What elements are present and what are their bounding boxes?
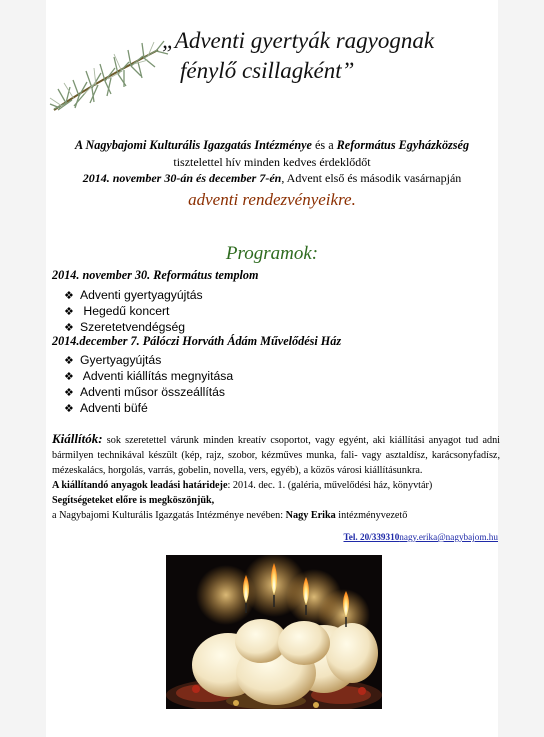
deadline-label: A kiállítandó anyagok leadási határideje [52, 480, 228, 491]
signature-prefix: a Nagybajomi Kulturális Igazgatás Intézménye nevében: [52, 510, 284, 521]
exhibitors-heading: Kiállítók: [52, 431, 103, 446]
phone-link[interactable]: Tel. 20/339310 [343, 532, 400, 542]
list-item: ❖ Gyertyagyújtás [64, 353, 162, 367]
date-2: december 7-én [209, 171, 282, 185]
invite-line-2: tisztelettel hív minden kedves érdeklődőt [173, 155, 371, 169]
diamond-bullet-icon: ❖ [64, 355, 74, 367]
diamond-bullet-icon: ❖ [64, 387, 74, 399]
left-margin [0, 0, 46, 737]
advent-candles-photo [166, 555, 382, 709]
list-item: ❖ Adventi büfé [64, 401, 148, 415]
exhibitors-paragraph [52, 431, 500, 478]
signature-role: intézményvezető [338, 510, 408, 521]
right-margin [498, 0, 544, 737]
deadline-line [52, 478, 500, 493]
and-text: és a [315, 138, 334, 152]
list-item: ❖ Szeretetvendégség [64, 320, 186, 334]
exhibitors-text: sok szeretettel várunk minden kreatív csoportot, vagy egyént, aki kiállítási anyagot tud adni bármilyen technikával készült (kép, rajz, szobor, kézműves munka, fali- vagy asztaldísz, karácsonyfadísz, mézeskalács, horgolás, varrás, gobelin, novella, vers, egyéb), a közös városi kiállításunkra. [52, 435, 501, 476]
program-list [64, 287, 203, 335]
invite-line-3 [46, 171, 498, 186]
organizer-2: Református Egyházközség [336, 138, 470, 152]
program-list [64, 352, 233, 416]
date-1: 2014. november 30-án [82, 171, 194, 185]
list-item: ❖ Hegedű koncert [64, 304, 170, 318]
events-heading: adventi rendezvényeikre. [188, 190, 356, 209]
signature-name: Nagy Erika [285, 510, 336, 521]
contact-line [343, 532, 498, 542]
exhibitors-block [52, 431, 500, 523]
diamond-bullet-icon: ❖ [64, 322, 74, 334]
thanks-line: Segítségeteket előre is megköszönjük, [52, 495, 215, 506]
list-item: ❖ Adventi kiállítás megnyitása [64, 369, 234, 383]
program-section-title: 2014. november 30. Református templom [52, 268, 259, 282]
title-line-2: fénylő csillagként” [180, 58, 355, 83]
signature-line [52, 508, 500, 523]
diamond-bullet-icon: ❖ [64, 371, 74, 383]
conjunction: és [196, 171, 207, 185]
organizer-1: A Nagybajomi Kulturális Igazgatás Intézménye [74, 138, 312, 152]
email-link[interactable]: nagy.erika@nagybajom.hu [399, 532, 498, 542]
diamond-bullet-icon: ❖ [64, 403, 74, 415]
page-title [156, 26, 496, 86]
title-line-1: „Adventi gyertyák ragyognak [162, 28, 435, 53]
list-item: ❖ Adventi gyertyagyújtás [64, 288, 203, 302]
invite-line-3-rest: , Advent első és második vasárnapján [281, 171, 462, 185]
diamond-bullet-icon: ❖ [64, 290, 74, 302]
invite-line-1 [46, 138, 498, 153]
list-item: ❖ Adventi műsor összeállítás [64, 385, 225, 399]
program-heading: Programok: [225, 243, 319, 264]
diamond-bullet-icon: ❖ [64, 306, 74, 318]
deadline-value: : 2014. dec. 1. (galéria, művelődési ház, könyvtár) [227, 480, 433, 491]
program-section-title: 2014.december 7. Pálóczi Horváth Ádám Művelődési Ház [52, 334, 342, 348]
flyer-page [46, 0, 501, 737]
